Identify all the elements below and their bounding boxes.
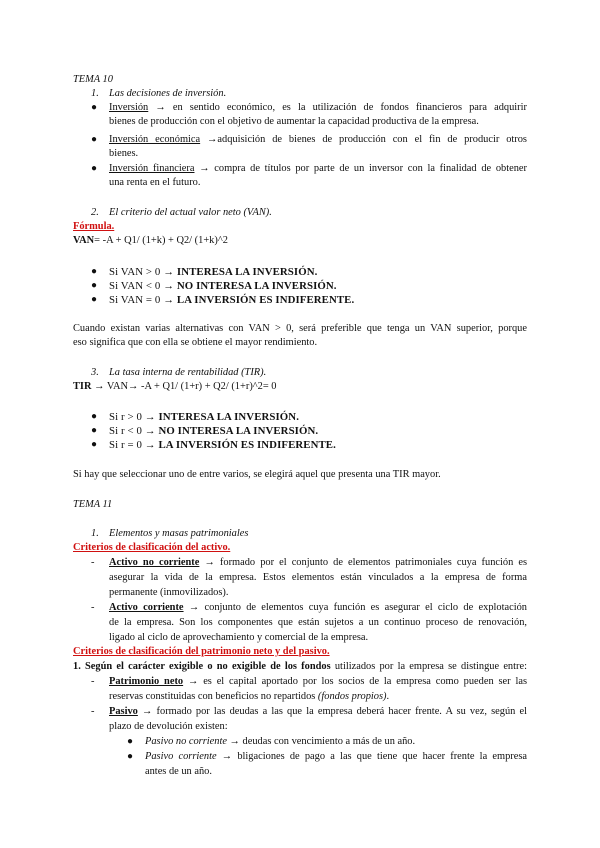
fondos-propios: (fondos propios) [317, 691, 387, 702]
item-text: de la empresa. Son los componentes que están sujetos a un continuo proceso de renovación, [109, 617, 527, 628]
bullet-icon: ● [91, 439, 98, 450]
item-text: permanente (inmovilizados). [109, 587, 229, 598]
item-text: reservas constituidas con beneficios no repartidos [109, 691, 318, 702]
van-case-positive [109, 265, 317, 279]
result: NO INTERESA LA INVERSIÓN. [158, 425, 319, 437]
bullet-text: bienes. [109, 148, 139, 159]
section-number: 1. [91, 88, 99, 99]
item-text: antes de un año. [145, 766, 212, 777]
item-patrimonio-neto [109, 675, 527, 689]
bullet-icon: ● [91, 411, 98, 422]
section-title: La tasa interna de rentabilidad (TIR). [109, 367, 267, 378]
van-expression: = -A + Q1/ (1+k) + Q2/ (1+k)^2 [94, 235, 228, 246]
item-text: asegurar la vida de la empresa. Estos elementos están vinculados a la empresa de forma [109, 572, 527, 583]
item-text: → formado por el conjunto de elementos patrimoniales cuya función es [199, 557, 528, 568]
tir-expression: → VAN→ -A + Q1/ (1+r) + Q2/ (1+r)^2= 0 [91, 381, 277, 392]
term-pasivo-no-corriente: Pasivo no corriente [145, 736, 227, 747]
term-activo-corriente: Activo corriente [109, 602, 184, 613]
item-activo-no-corriente [109, 556, 527, 570]
item-text: → formado por las deudas a las que la empresa deberá hacer frente. A su vez, según el [137, 706, 527, 717]
section-title: Las decisiones de inversión. [109, 88, 227, 99]
result: INTERESA LA INVERSIÓN. [176, 266, 318, 278]
item-text: → es el capital aportado por los socios de la empresa como pueden ser las [183, 676, 527, 687]
dash-icon: - [91, 557, 95, 568]
bullet-inversion-financiera [109, 162, 527, 176]
result: INTERESA LA INVERSIÓN. [158, 411, 299, 423]
bullet-text: →adquisición de bienes de producción con el fin de producir otros [200, 134, 527, 145]
criterios-pn-heading: Criterios de clasificación del patrimonio neto y del pasivo. [73, 646, 330, 657]
paragraph-text: utilizados por la empresa se distingue entre: [330, 661, 527, 672]
van-case-zero [109, 293, 354, 307]
section-title: Elementos y masas patrimoniales [109, 528, 249, 539]
bullet-icon: ● [91, 425, 98, 436]
item-pasivo [109, 705, 527, 719]
condition: Si VAN = 0 → [109, 294, 177, 306]
bullet-icon: ● [127, 736, 134, 747]
paragraph-van: Cuando existan varias alternativas con VAN > 0, será preferible que tenga un VAN superior, porque [73, 323, 527, 334]
section-number: 1. [91, 528, 99, 539]
term-inversion-financiera: Inversión financiera [109, 163, 195, 174]
paragraph-lead: 1. Según el carácter exigible o no exigible de los fondos [73, 661, 331, 672]
dash-icon: - [91, 706, 95, 717]
item-text: → deudas con vencimiento a más de un año. [226, 736, 416, 747]
bullet-icon: ● [91, 280, 98, 291]
formula-label: Fórmula. [73, 221, 115, 232]
tir-case-zero [109, 438, 336, 452]
bullet-text: una renta en el futuro. [109, 177, 201, 188]
result: LA INVERSIÓN ES INDIFERENTE. [176, 294, 355, 306]
tema-10-title: TEMA 10 [73, 74, 113, 85]
term-patrimonio-neto: Patrimonio neto [109, 676, 184, 687]
term-pasivo: Pasivo [109, 706, 138, 717]
tir-label: TIR [73, 381, 92, 392]
van-label: VAN [73, 235, 95, 246]
tir-case-positive [109, 410, 299, 424]
condition: Si VAN > 0 → [109, 266, 177, 278]
bullet-icon: ● [91, 163, 98, 174]
condition: Si r < 0 → [109, 425, 159, 437]
van-formula [73, 234, 228, 248]
item-text [109, 690, 389, 704]
bullet-inversion [109, 101, 527, 115]
bullet-icon: ● [91, 266, 98, 277]
bullet-icon: ● [91, 102, 98, 113]
result: NO INTERESA LA INVERSIÓN. [176, 280, 337, 292]
item-pasivo-no-corriente [145, 735, 415, 749]
bullet-inversion-economica [109, 133, 527, 147]
dash-icon: - [91, 676, 95, 687]
item-activo-corriente [109, 601, 527, 615]
item-text: plazo de devolución existen: [109, 721, 228, 732]
section-number: 2. [91, 207, 99, 218]
tir-case-negative [109, 424, 318, 438]
section-title: El criterio del actual valor neto (VAN). [109, 207, 272, 218]
term-inversion-economica: Inversión económica [109, 134, 201, 145]
bullet-text: → en sentido económico, es la utilización de fondos financieros para adquirir [148, 102, 527, 113]
item-text: → bligaciones de pago a las que tiene que hacer frente la empresa [216, 751, 527, 762]
condition: Si r = 0 → [109, 439, 159, 451]
item-pasivo-corriente [145, 750, 527, 764]
bullet-icon: ● [91, 134, 98, 145]
bullet-text: → compra de títulos por parte de un inversor con la finalidad de obtener [194, 163, 527, 174]
tir-formula [73, 380, 277, 394]
term-activo-no-corriente: Activo no corriente [109, 557, 200, 568]
paragraph-van-cont: eso significa que con ella se obtiene el mayor rendimiento. [73, 337, 318, 348]
section-number: 3. [91, 367, 99, 378]
bullet-text: bienes de producción con el objetivo de aumentar la capacidad productiva de la empresa. [109, 116, 479, 127]
condition: Si VAN < 0 → [109, 280, 177, 292]
term-inversion: Inversión [109, 102, 149, 113]
paragraph-exigible [73, 660, 527, 674]
tema-11-title: TEMA 11 [73, 499, 113, 510]
criterios-activo-heading: Criterios de clasificación del activo. [73, 542, 231, 553]
item-text: ligado al ciclo de aprovechamiento y comercial de la empresa. [109, 632, 369, 643]
item-text: . [386, 691, 390, 702]
van-case-negative [109, 279, 337, 293]
condition: Si r > 0 → [109, 411, 159, 423]
paragraph-tir: Si hay que seleccionar uno de entre varios, se elegirá aquel que presenta una TIR mayor. [73, 469, 441, 480]
dash-icon: - [91, 602, 95, 613]
item-text: → conjunto de elementos cuya función es asegurar el ciclo de explotación [183, 602, 527, 613]
bullet-icon: ● [127, 751, 134, 762]
result: LA INVERSIÓN ES INDIFERENTE. [158, 439, 336, 451]
term-pasivo-corriente: Pasivo corriente [145, 751, 217, 762]
bullet-icon: ● [91, 294, 98, 305]
